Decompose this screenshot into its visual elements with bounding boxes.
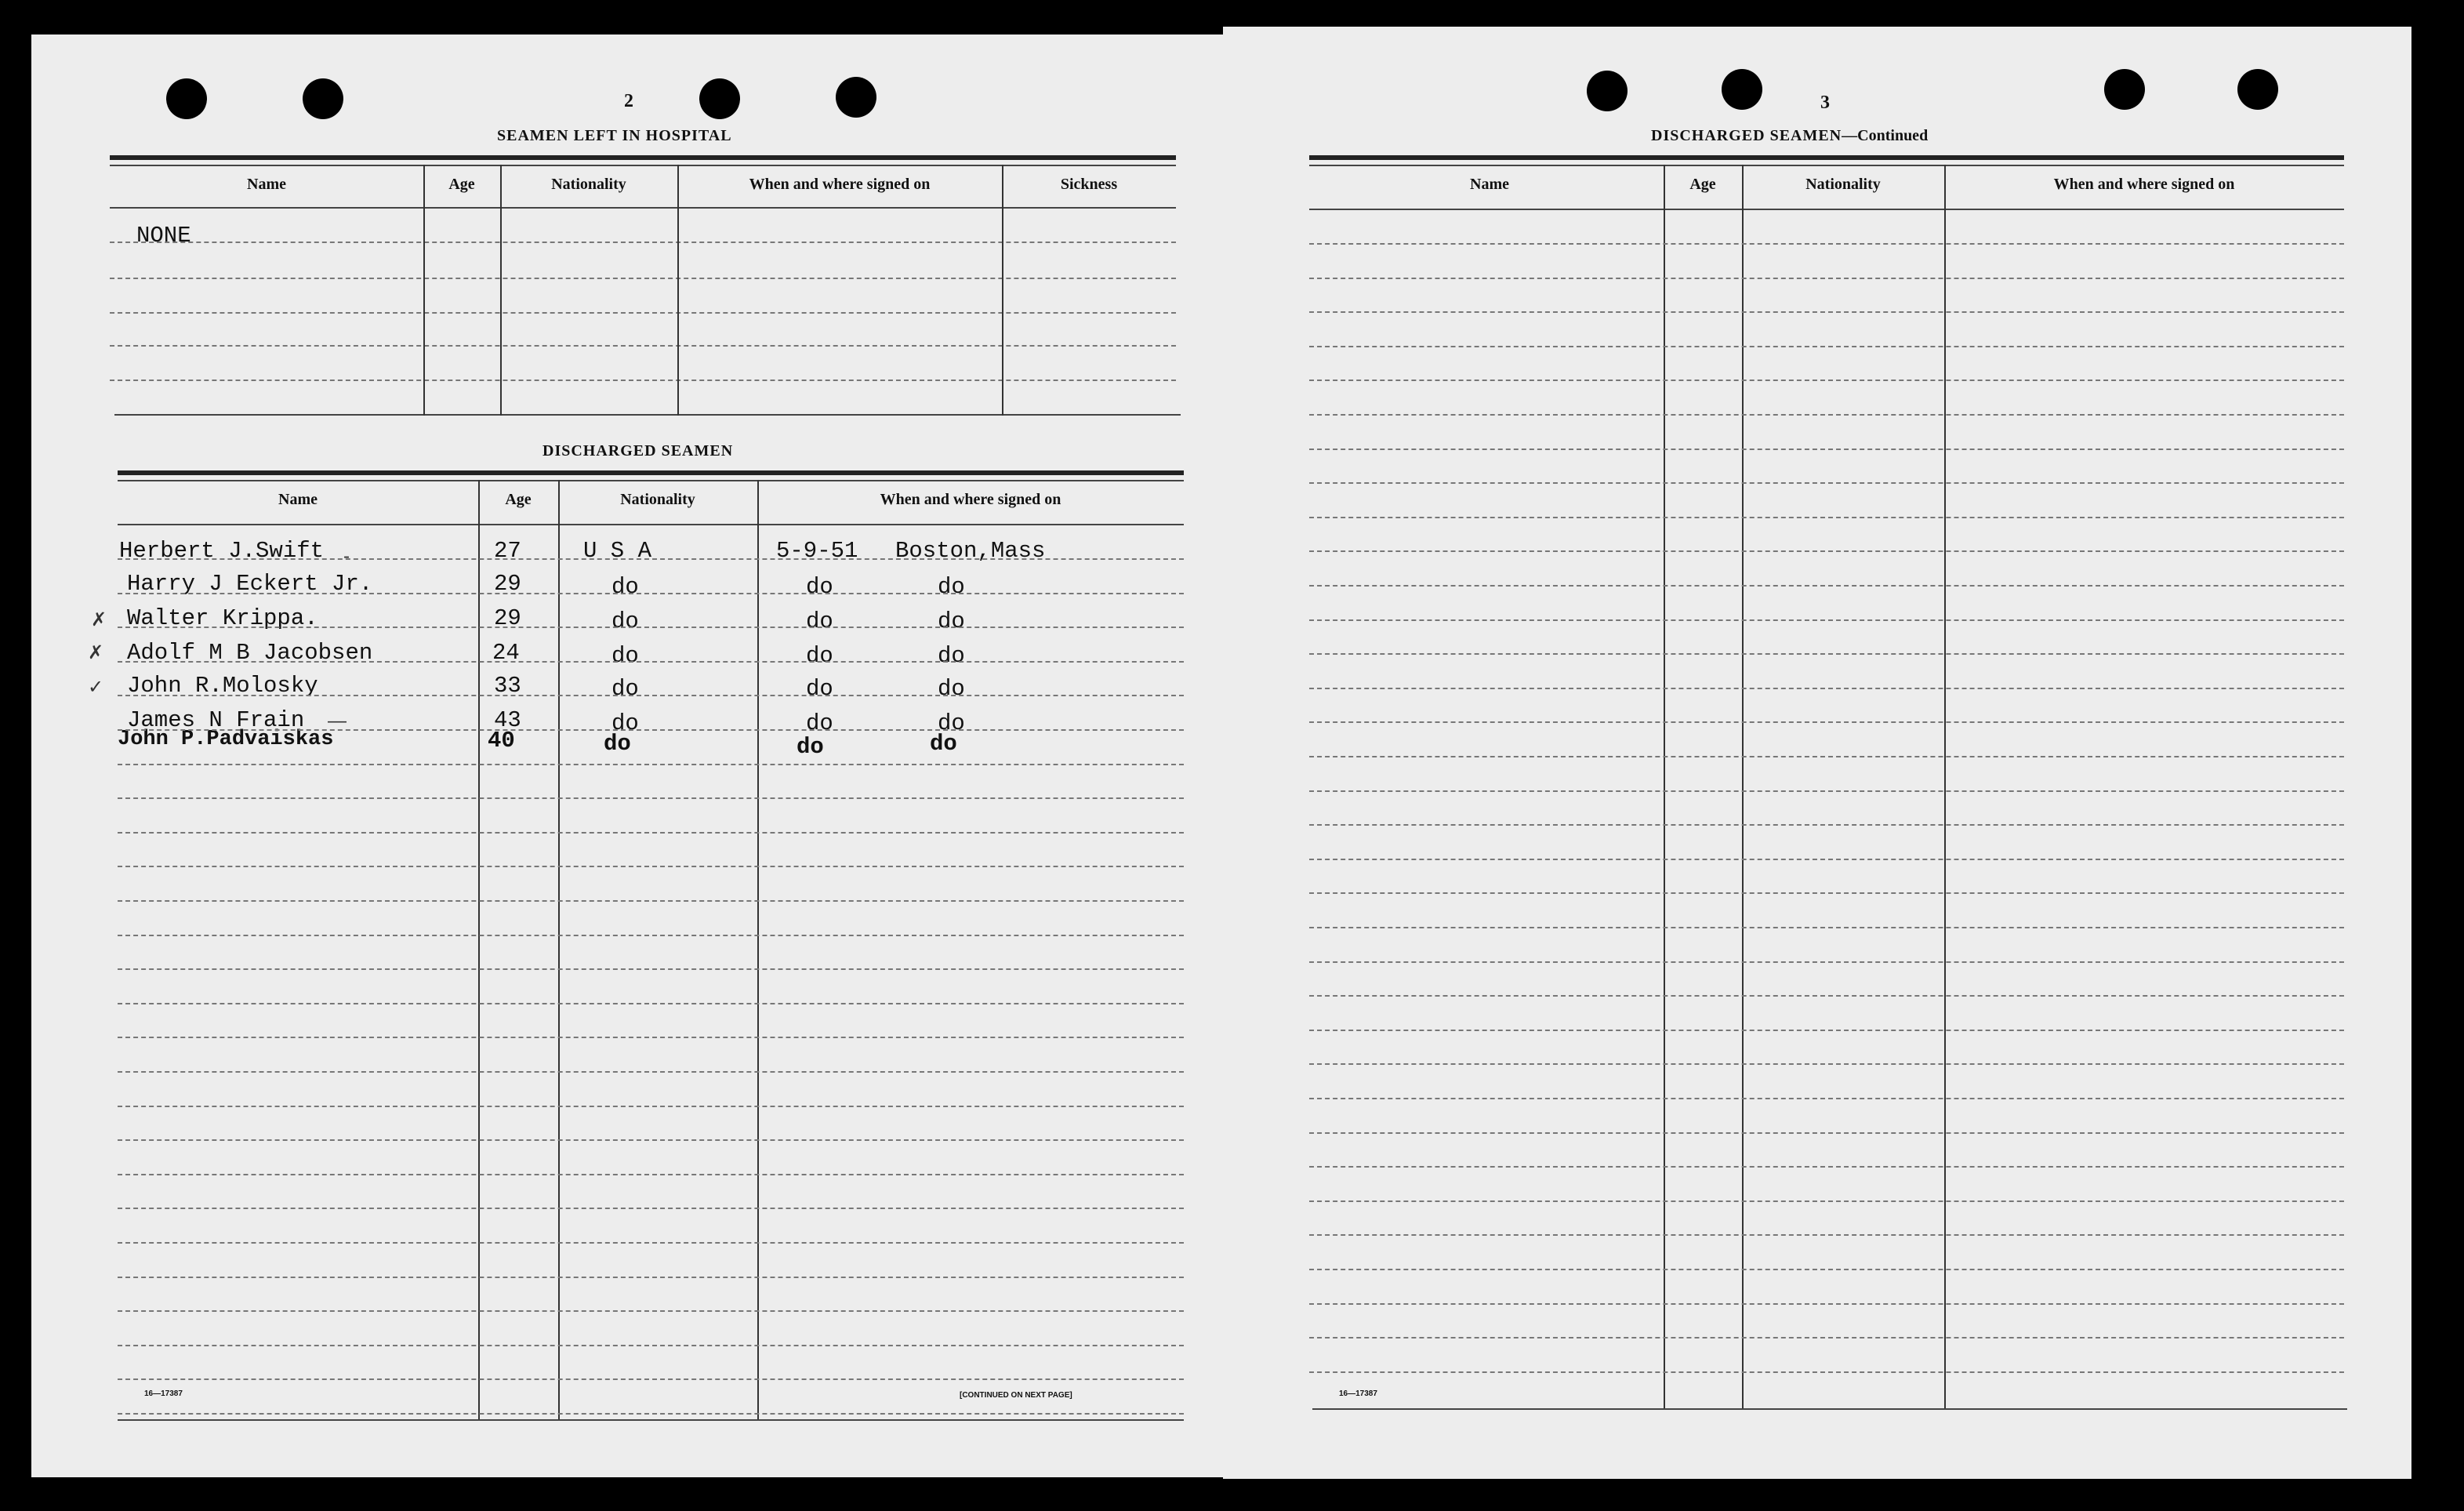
punch-hole [699,78,740,119]
continued-note: [CONTINUED ON NEXT PAGE] [960,1391,1072,1400]
rule [1309,653,2344,655]
col-divider [478,480,480,1421]
rule [118,797,1184,799]
rule [1309,756,2344,757]
seaman-age: 24 [492,640,520,666]
rule [1309,449,2344,450]
signed-on-place: do [938,676,965,702]
seaman-nationality: U S A [583,538,652,564]
rule [118,1003,1184,1004]
rule [118,764,1184,765]
rule [1309,824,2344,826]
signed-on-place: Boston,Mass [895,538,1046,564]
signed-on-date: do [806,710,833,736]
seaman-age: 29 [494,605,521,631]
signed-on-date: do [806,676,833,702]
signed-on-date: do [806,574,833,600]
check-mark: ✗ [88,642,104,663]
seaman-age: 27 [494,538,521,564]
strike-dash: — [328,710,347,732]
seaman-nationality: do [611,676,639,702]
rule [1309,414,2344,416]
page-number: 2 [624,91,633,111]
punch-hole [836,77,876,118]
form-number: 16—17387 [144,1389,183,1398]
rule [1312,1408,2347,1410]
title-main: DISCHARGED SEAMEN [1651,127,1842,144]
hospital-title: SEAMEN LEFT IN HOSPITAL [497,127,732,144]
rule [1309,1337,2344,1338]
seaman-nationality: do [604,731,631,757]
rule [118,593,1184,594]
rule [1309,1030,2344,1031]
seaman-name: Herbert J.Swift [119,538,325,564]
rule [1309,1234,2344,1236]
rule [1309,517,2344,518]
seaman-name: Walter Krippa. [127,605,318,631]
rule [110,165,1176,166]
rule [118,968,1184,970]
col-divider [558,480,560,1421]
seaman-age: 33 [494,673,521,699]
seaman-name: John R.Molosky [127,673,318,699]
rule [118,524,1184,525]
col-header-signed-on: When and where signed on [880,491,1061,508]
col-header-name: Name [1470,176,1509,193]
rule [1309,278,2344,279]
seaman-name: Harry J Eckert Jr. [127,571,373,597]
rule [1309,346,2344,347]
signed-on-place: do [938,574,965,600]
rule [1309,1098,2344,1099]
signed-on-date: do [797,734,824,760]
rule [118,832,1184,834]
rule [1309,155,2344,160]
rule [1309,688,2344,689]
rule [1309,995,2344,997]
check-mark: ✓ [88,677,104,698]
col-header-sickness: Sickness [1060,176,1118,193]
rule [118,661,1184,663]
rule [110,207,1176,209]
rule [1309,380,2344,381]
check-mark: - [343,546,350,567]
seaman-age: 40 [488,728,515,754]
rule [118,900,1184,902]
rule [1309,585,2344,587]
rule [118,1174,1184,1175]
col-divider [677,165,679,416]
punch-hole [166,78,207,119]
rule [1309,1371,2344,1373]
rule [1309,209,2344,210]
seaman-nationality: do [611,710,639,736]
rule [1309,790,2344,792]
rule [1309,1269,2344,1270]
col-header-age: Age [505,491,532,508]
rule [118,627,1184,628]
signed-on-place: do [938,710,965,736]
rule [1309,927,2344,928]
rule [110,278,1176,279]
rule [118,729,1184,731]
discharged-continued-title [1651,127,1928,145]
rule [110,380,1176,381]
signed-on-place: do [930,731,957,757]
col-divider [1742,165,1744,1410]
rule [1309,482,2344,484]
rule [1309,1063,2344,1065]
rule [118,1242,1184,1244]
col-header-nationality: Nationality [620,491,695,508]
rule [114,414,1181,416]
signed-on-place: do [938,643,965,669]
rule [110,242,1176,243]
rule [118,1037,1184,1038]
col-divider [757,480,759,1421]
title-suffix: —Continued [1842,127,1929,144]
rule [118,1208,1184,1209]
rule [118,1419,1184,1421]
rule [110,312,1176,314]
col-divider [1944,165,1946,1410]
punch-hole [2237,69,2278,110]
right-page [1223,27,2411,1479]
rule [118,866,1184,867]
seaman-age: 29 [494,571,521,597]
punch-hole [1722,69,1762,110]
rule [1309,1132,2344,1134]
col-header-signed-on: When and where signed on [2053,176,2235,193]
rule [118,1139,1184,1141]
rule [118,480,1184,481]
punch-hole [1587,71,1628,111]
rule [118,1277,1184,1278]
seaman-nationality: do [611,574,639,600]
rule [118,1378,1184,1380]
signed-on-date: do [806,643,833,669]
rule [118,935,1184,936]
col-divider [423,165,425,416]
col-divider [500,165,502,416]
col-header-age: Age [1689,176,1716,193]
check-mark: ✗ [91,609,107,630]
seaman-nationality: do [611,643,639,669]
rule [118,1071,1184,1073]
discharged-title: DISCHARGED SEAMEN [543,442,734,459]
col-header-signed-on: When and where signed on [749,176,931,193]
rule [118,558,1184,560]
rule [118,695,1184,696]
rule [110,155,1176,160]
hospital-entry: NONE [136,223,191,249]
rule [1309,243,2344,245]
rule [110,345,1176,347]
seaman-name: Adolf M B Jacobsen [127,640,373,666]
col-header-name: Name [278,491,318,508]
col-header-nationality: Nationality [1805,176,1881,193]
rule [1309,165,2344,166]
rule [118,1413,1184,1415]
seaman-nationality: do [611,608,639,634]
col-header-nationality: Nationality [551,176,626,193]
rule [1309,961,2344,963]
seaman-name: James N Frain [127,707,305,733]
signed-on-place: do [938,608,965,634]
rule [1309,721,2344,723]
rule [118,1310,1184,1312]
rule [1309,1200,2344,1202]
rule [1309,1166,2344,1168]
col-header-name: Name [247,176,286,193]
seaman-age: 43 [494,707,521,733]
form-number: 16—17387 [1339,1389,1377,1398]
rule [1309,619,2344,621]
col-header-age: Age [448,176,475,193]
col-divider [1002,165,1003,416]
rule [1309,550,2344,552]
rule [118,1345,1184,1346]
rule [118,470,1184,475]
punch-hole [303,78,343,119]
rule [1309,892,2344,894]
col-divider [1664,165,1665,1410]
signed-on-date: 5-9-51 [776,538,858,564]
page-number: 3 [1820,93,1830,113]
rule [118,1106,1184,1107]
left-page [31,35,1232,1477]
punch-hole [2104,69,2145,110]
signed-on-date: do [806,608,833,634]
seaman-name: John P.Padvaiskas [118,728,334,751]
rule [1309,311,2344,313]
rule [1309,1303,2344,1305]
rule [1309,859,2344,860]
